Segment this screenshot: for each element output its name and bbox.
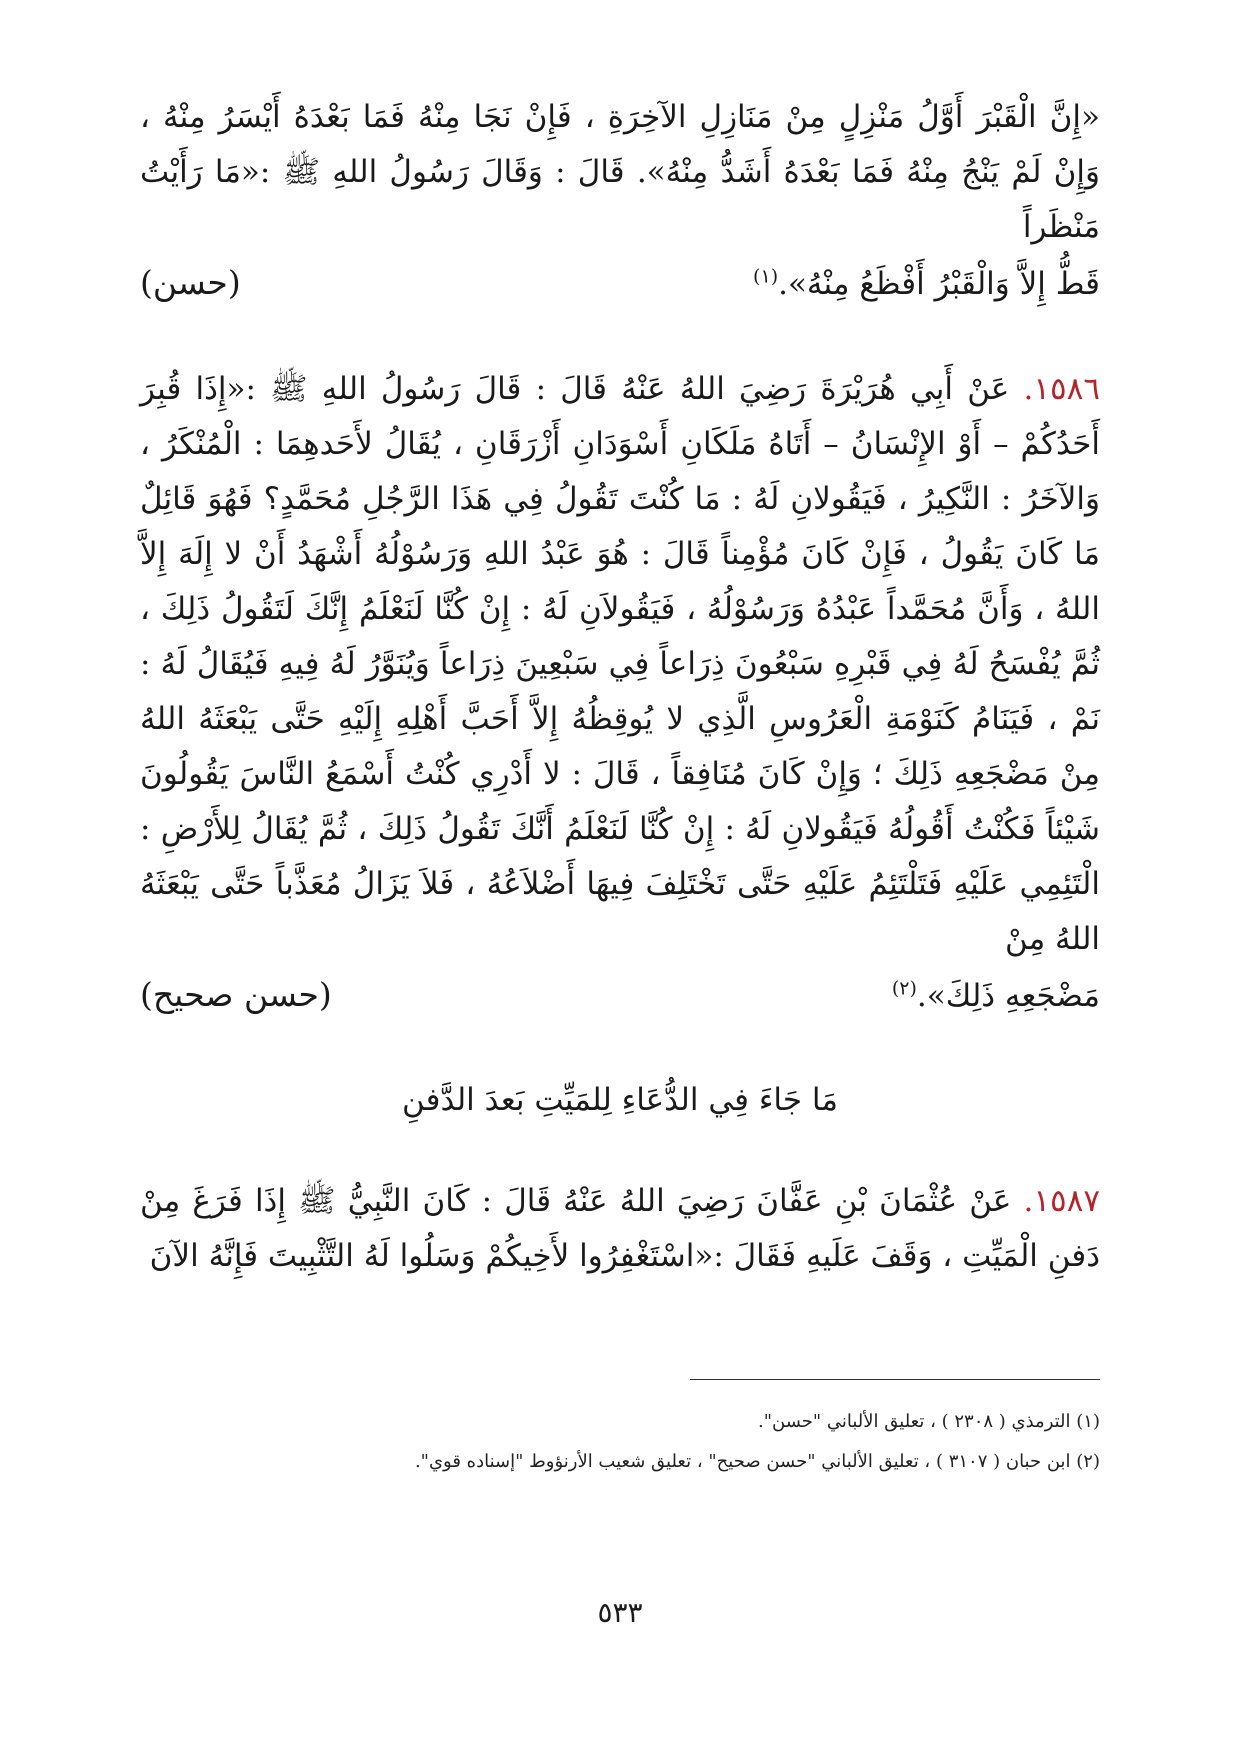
last-line-text: قَطُّ إِلاَّ وَالْقَبْرُ أَفْظَعُ مِنْهُ».$^{(١)}$	[753, 265, 1100, 302]
hadith-grade: (حسن)	[140, 263, 241, 302]
footnote-ref-1[interactable]: (١)	[753, 265, 779, 288]
hadith-1586-last-line	[140, 967, 1100, 1024]
hadith-1587	[140, 1174, 1100, 1284]
hadith-continuation-last-line	[140, 255, 1100, 312]
page-body	[140, 90, 1100, 1284]
footnote-2: (٢) ابن حبان ( ٣١٠٧ ) ، تعليق الألباني "حسن صحيح" ، تعليق شعيب الأرنؤوط "إسناده قوي".	[414, 1451, 1100, 1472]
hadith-grade: (حسن صحيح)	[140, 975, 332, 1014]
footnote-1: (١) الترمذي ( ٢٣٠٨ ) ، تعليق الألباني "حسن".	[757, 1411, 1100, 1432]
footnotes	[140, 1402, 1100, 1482]
hadith-number: ١٥٨٧.	[1023, 1183, 1101, 1219]
hadith-continuation-text: «إِنَّ الْقَبْرَ أَوَّلُ مَنْزِلٍ مِنْ مَنَازِلِ الآخِرَةِ ، فَإِنْ نَجَا مِنْهُ فَمَا بَعْدَهُ أَيْسَرُ مِنْهُ ، وَإِنْ لَمْ يَنْجُ مِنْهُ فَمَا بَعْدَهُ أَشَدُّ مِنْهُ». قَالَ : وَقَالَ رَسُولُ اللهِ ﷺ :«مَا رَأَيْتُ مَنْظَراً	[140, 99, 1100, 245]
section-heading: مَا جَاءَ فِي الدُّعَاءِ لِلمَيِّتِ بَعدَ الدَّفنِ	[402, 1082, 838, 1118]
footnote-ref-2[interactable]: (٢)	[891, 977, 917, 1000]
footnote-divider	[690, 1379, 1100, 1380]
hadith-continuation	[140, 90, 1100, 312]
last-line-text: مَضْجَعِهِ ذَلِكَ».$^{(٢)}$	[891, 977, 1100, 1014]
hadith-1586-text: ١٥٨٦. عَنْ أَبِي هُرَيْرَةَ رَضِيَ اللهُ عَنْهُ قَالَ : قَالَ رَسُولُ اللهِ ﷺ :«إِذَا قُبِرَ أَحَدُكُمْ – أَوْ الإِنْسَانُ – أَتَاهُ مَلَكَانِ أَسْوَدَانِ أَزْرَقَانِ ، يُقَالُ لأَحَدهِمَا : الْمُنْكَرُ ، وَالآخَرُ : النَّكِيرُ ، فَيَقُولانِ لَهُ : مَا كُنْتَ تَقُولُ فِي هَذَا الرَّجُلِ مُحَمَّدٍ؟ فَهُوَ قَائِلٌ مَا كَانَ يَقُولُ ، فَإِنْ كَانَ مُؤْمِناً قَالَ : هُوَ عَبْدُ اللهِ وَرَسُوْلُهُ أَشْهَدُ أَنْ لا إِلَهَ إِلاَّ اللهُ ، وَأَنَّ مُحَمَّداً عَبْدُهُ وَرَسُوْلُهُ ، فَيَقُولاَنِ لَهُ : إِنْ كُنَّا لَنَعْلَمُ إِنَّكَ لَتَقُولُ ذَلِكَ ، ثُمَّ يُفْسَحُ لَهُ فِي قَبْرِهِ سَبْعُونَ ذِرَاعاً فِي سَبْعِينَ ذِرَاعاً وَيُنَوَّرُ لَهُ فِيهِ فَيُقَالُ لَهُ : نَمْ ، فَيَنَامُ كَنَوْمَةِ الْعَرُوسِ الَّذِي لا يُوقِظُهُ إِلاَّ أَحَبَّ أَهْلِهِ إِلَيْهِ حَتَّى يَبْعَثَهُ اللهُ مِنْ مَضْجَعِهِ ذَلِكَ ؛ وَإِنْ كَانَ مُنَافِقاً ، قَالَ : لا أَدْرِي كُنْتُ أَسْمَعُ النَّاسَ يَقُولُونَ شَيْئاً فَكُنْتُ أَقُولُهُ فَيَقُولانِ لَهُ : إِنْ كُنَّا لَنَعْلَمُ أَنَّكَ تَقُولُ ذَلِكَ ، ثُمَّ يُقَالُ لِلأَرْضِ : الْتَئِمِي عَلَيْهِ فَتَلْتَئِمُ عَلَيْهِ حَتَّى تَخْتَلِفَ فِيهَا أَضْلاَعُهُ ، فَلاَ يَزَالُ مُعَذَّباً حَتَّى يَبْعَثَهُ اللهُ مِنْ	[140, 371, 1100, 957]
spacer	[140, 312, 1100, 362]
page-number: ٥٣٣	[597, 1596, 643, 1629]
hadith-1586	[140, 362, 1100, 1024]
hadith-number: ١٥٨٦.	[1023, 371, 1100, 407]
hadith-1587-text: ١٥٨٧. عَنْ عُثْمَانَ بْنِ عَفَّانَ رَضِيَ اللهُ عَنْهُ قَالَ : كَانَ النَّبِيُّ ﷺ إِذَا فَرَغَ مِنْ دَفنِ الْمَيِّتِ ، وَقَفَ عَلَيهِ فَقَالَ :«اسْتَغْفِرُوا لأَخِيكُمْ وَسَلُوا لَهُ التَّثْبِيتَ فَإِنَّهُ الآنَ	[140, 1183, 1101, 1274]
